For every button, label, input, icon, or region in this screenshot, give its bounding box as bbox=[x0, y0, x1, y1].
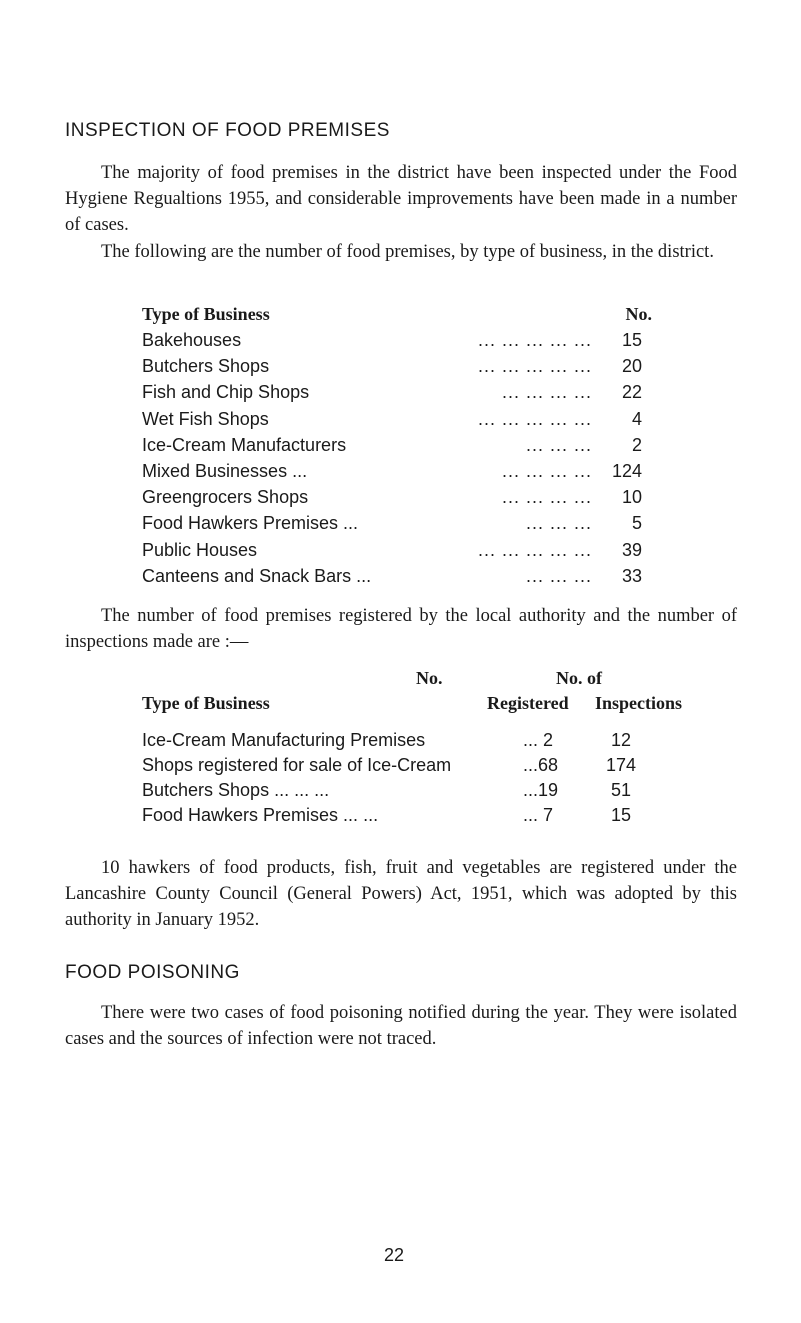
table2-row-label: Ice-Cream Manufacturing Premises bbox=[142, 730, 426, 750]
table1-row-label: Butchers Shops bbox=[142, 356, 270, 377]
table2-row-inspections: 174 bbox=[605, 755, 637, 775]
table1-row-value: 20 bbox=[621, 356, 642, 377]
table2-row-label: Food Hawkers Premises ... ... bbox=[142, 805, 379, 825]
table1-row-label: Canteens and Snack Bars ... bbox=[142, 565, 372, 586]
table2-row-registered: ...68 bbox=[523, 755, 559, 775]
table1-row bbox=[142, 487, 652, 513]
table2-row-registered: ... 7 bbox=[523, 805, 554, 825]
table1-row-value: 15 bbox=[621, 330, 642, 350]
table1-row bbox=[142, 461, 652, 487]
table1-header bbox=[142, 304, 652, 330]
table1-row bbox=[142, 435, 652, 461]
table1-row-label: Mixed Businesses ... bbox=[142, 461, 308, 481]
table2-row-inspections: 51 bbox=[610, 780, 632, 800]
table1-row-label: Ice-Cream Manufacturers bbox=[142, 434, 347, 455]
table2-row-label: Butchers Shops ... ... ... bbox=[142, 780, 330, 800]
table1-header-no: No. bbox=[625, 304, 652, 324]
table1-row-leader: ... ... ... bbox=[525, 434, 592, 455]
hawkers-paragraph: 10 hawkers of food products, fish, fruit and vegetables are registered under the Lancashire County Council (General Powers) Act, 1951, which was adopted by this authority in January 1952. bbox=[65, 858, 737, 930]
table1-row-value: 22 bbox=[621, 382, 642, 403]
table2-row-inspections: 12 bbox=[610, 730, 632, 750]
table1-row bbox=[142, 382, 652, 408]
table1-row bbox=[142, 513, 652, 539]
table2-row-registered: ...19 bbox=[523, 780, 559, 800]
table1-row-value: 39 bbox=[621, 539, 642, 560]
table1-row-leader: ... ... ... bbox=[525, 565, 592, 586]
table1-row-leader: ... ... ... ... ... bbox=[477, 356, 592, 377]
table1-row-value: 33 bbox=[621, 565, 642, 586]
table1-row-label: Public Houses bbox=[142, 539, 258, 560]
table1-row-label: Fish and Chip Shops bbox=[142, 382, 310, 403]
table2-header-inspections: Inspections bbox=[595, 693, 683, 713]
section-heading-food-poisoning: FOOD POISONING bbox=[65, 962, 240, 983]
premises-count-intro: The following are the number of food premises, by type of business, in the district. bbox=[101, 242, 714, 262]
table1-row bbox=[142, 566, 652, 592]
table1-row-leader: ... ... ... ... bbox=[501, 487, 592, 508]
table2-header-registered: Registered bbox=[487, 693, 569, 713]
table1-row-value: 10 bbox=[621, 487, 642, 508]
table1-row-value: 5 bbox=[631, 513, 642, 534]
table1-row bbox=[142, 540, 652, 566]
section-heading-inspection: INSPECTION OF FOOD PREMISES bbox=[65, 120, 390, 141]
table1-row-label: Bakehouses bbox=[142, 330, 242, 350]
table1-row bbox=[142, 330, 652, 356]
table1-row-label: Greengrocers Shops bbox=[142, 487, 309, 508]
table1-row bbox=[142, 409, 652, 435]
table2-row bbox=[142, 780, 662, 806]
table2-header-no-of: No. of bbox=[556, 668, 602, 688]
table2-row-registered: ... 2 bbox=[523, 730, 554, 750]
table1-row-leader: ... ... ... ... ... bbox=[477, 408, 592, 429]
table1-row-value: 4 bbox=[631, 408, 642, 429]
table1-row-leader: ... ... ... ... bbox=[501, 382, 592, 403]
page-number: 22 bbox=[384, 1245, 405, 1265]
registration-intro: The number of food premises registered by the local authority and the number of inspections made are :— bbox=[65, 606, 737, 652]
intro-paragraph: The majority of food premises in the district have been inspected under the Food Hygiene Regualtions 1955, and considerable improvements have been made in a number of cases. bbox=[65, 163, 737, 235]
table2-row bbox=[142, 805, 662, 831]
table1-row-label: Wet Fish Shops bbox=[142, 408, 269, 429]
table1-row-value: 124 bbox=[611, 461, 642, 481]
table2-row bbox=[142, 730, 662, 756]
table2-header-no: No. bbox=[416, 668, 443, 688]
table1-row-leader: ... ... ... ... bbox=[501, 461, 592, 481]
table1-row-leader: ... ... ... ... ... bbox=[477, 330, 592, 350]
table1-row-leader: ... ... ... ... ... bbox=[477, 539, 592, 560]
table2-row-label: Shops registered for sale of Ice-Cream bbox=[142, 755, 452, 775]
table1-row bbox=[142, 356, 652, 382]
table1-header-type: Type of Business bbox=[142, 304, 270, 324]
table2-row bbox=[142, 755, 662, 781]
food-poisoning-paragraph: There were two cases of food poisoning notified during the year. They were isolated cases and the sources of infection were not traced. bbox=[65, 1003, 737, 1049]
table2-header-type: Type of Business bbox=[142, 693, 270, 713]
table2-row-inspections: 15 bbox=[610, 805, 632, 825]
table1-row-label: Food Hawkers Premises ... bbox=[142, 513, 359, 534]
table1-row-value: 2 bbox=[631, 434, 642, 455]
table1-row-leader: ... ... ... bbox=[525, 513, 592, 534]
